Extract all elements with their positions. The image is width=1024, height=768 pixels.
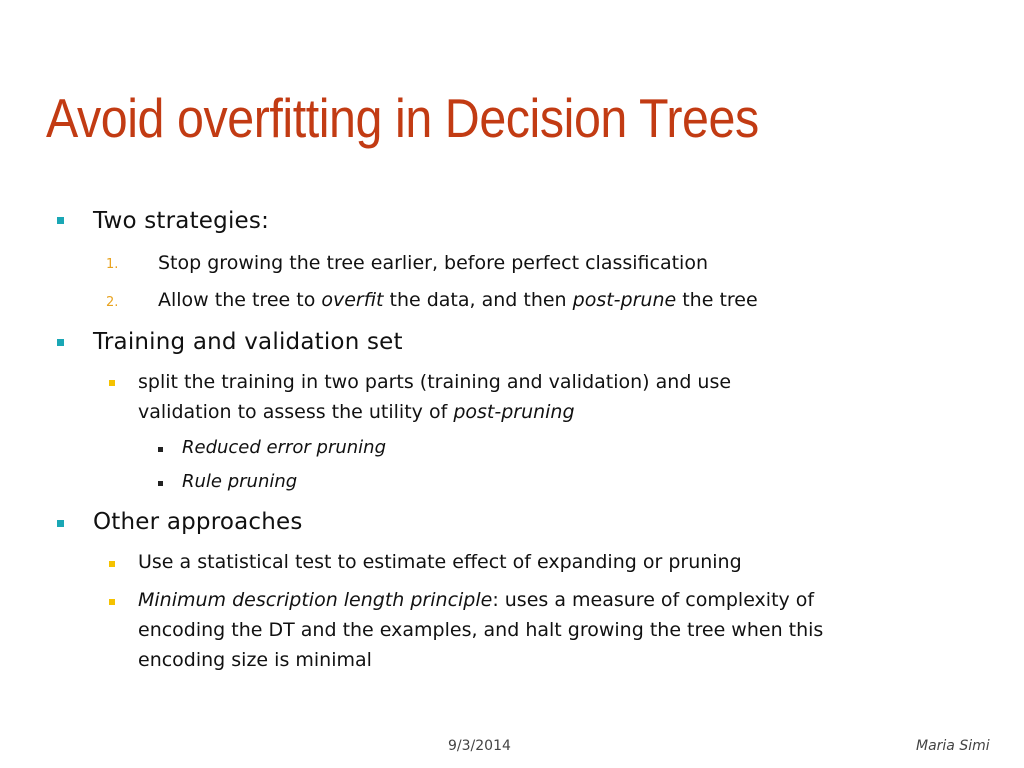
item-number-1: 1. [106, 257, 119, 272]
level1-bullet-icon [57, 520, 64, 527]
level1-bullet-icon [57, 339, 64, 346]
training-line-2-post-pruning: post-pruning [453, 401, 575, 423]
other-item-1: Use a statistical test to estimate effect of expanding or pruning [138, 551, 742, 573]
other-item-2-line-1 [138, 589, 814, 611]
level3-bullet-icon [158, 481, 163, 486]
strategy-2-pre: Allow the tree to [158, 289, 322, 311]
other-item-2-line-2: encoding the DT and the examples, and halt growing the tree when this [138, 619, 824, 641]
training-line-2-pre: validation to assess the utility of [138, 401, 454, 423]
level2-bullet-icon [109, 380, 115, 386]
strategy-2-mid: the data, and then [383, 289, 573, 311]
mdl-principle: Minimum description length principle [138, 589, 493, 611]
footer-date: 9/3/2014 [448, 738, 511, 754]
training-heading: Training and validation set [93, 329, 403, 355]
other-item-2-rest: : uses a measure of complexity of [492, 589, 815, 611]
strategy-2-post-prune: post-prune [572, 289, 677, 311]
strategy-2-post: the tree [676, 289, 758, 311]
level3-bullet-icon [158, 447, 163, 452]
level1-bullet-icon [57, 217, 64, 224]
level2-bullet-icon [109, 561, 115, 567]
other-heading: Other approaches [93, 509, 303, 535]
strategy-2-text [158, 289, 758, 311]
rule-pruning: Rule pruning [182, 471, 298, 492]
strategies-heading: Two strategies: [93, 208, 270, 234]
training-line-1: split the training in two parts (training and validation) and use [138, 371, 732, 393]
strategy-1-text: Stop growing the tree earlier, before perfect classification [158, 252, 708, 274]
reduced-error-pruning: Reduced error pruning [182, 437, 387, 458]
level2-bullet-icon [109, 599, 115, 605]
item-number-2: 2. [106, 295, 119, 310]
slide-title: Avoid overfitting in Decision Trees [46, 87, 759, 149]
training-line-2 [138, 401, 575, 423]
strategy-2-overfit: overfit [321, 289, 384, 311]
other-item-2-line-3: encoding size is minimal [138, 649, 372, 671]
footer-author: Maria Simi [916, 738, 990, 754]
